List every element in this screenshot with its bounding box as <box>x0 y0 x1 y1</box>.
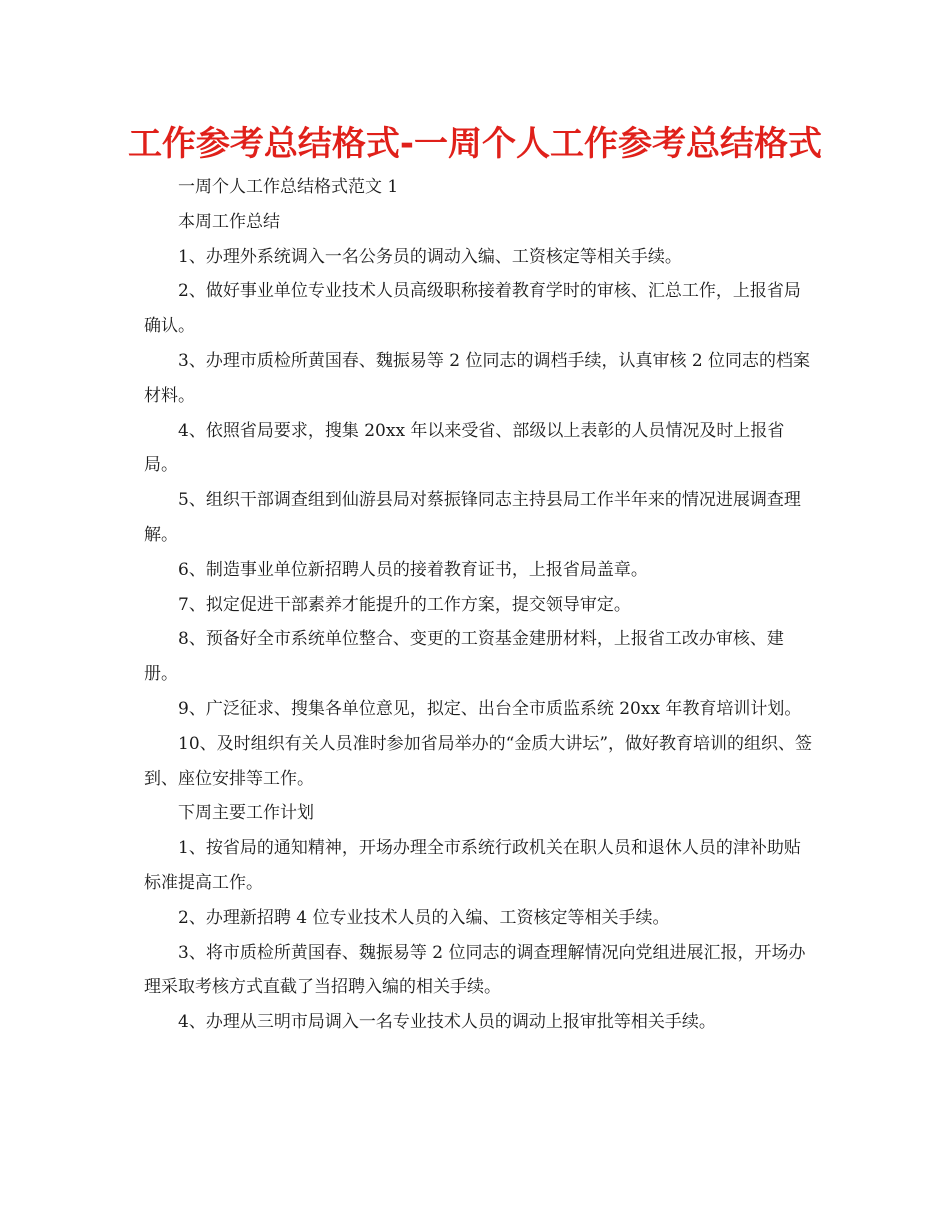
paragraph: 6、制造事业单位新招聘人员的接着教育证书，上报省局盖章。 <box>178 559 648 580</box>
paragraph: 4、办理从三明市局调入一名专业技术人员的调动上报审批等相关手续。 <box>178 1012 716 1033</box>
paragraph: 2、做好事业单位专业技术人员高级职称接着教育学时的审核、汇总工作，上报省局确认。 <box>144 281 801 337</box>
paragraph: 1、办理外系统调入一名公务员的调动入编、工资核定等相关手续。 <box>178 246 682 267</box>
paragraph: 7、拟定促进干部素养才能提升的工作方案，提交领导审定。 <box>178 594 631 615</box>
section-heading: 下周主要工作计划 <box>178 803 314 824</box>
document-body <box>144 170 816 1040</box>
paragraph: 3、将市质检所黄国春、魏振易等 2 位同志的调查理解情况向党组进展汇报，开场办理采取考核方式直截了当招聘入编的相关手续。 <box>144 942 806 998</box>
paragraph: 2、办理新招聘 4 位专业技术人员的入编、工资核定等相关手续。 <box>178 907 670 928</box>
paragraph: 5、组织干部调查组到仙游县局对蔡振锋同志主持县局工作半年来的情况进展调查理解。 <box>144 490 801 545</box>
document-title: 工作参考总结格式-一周个人工作参考总结格式 <box>127 124 823 164</box>
paragraph: 8、预备好全市系统单位整合、变更的工资基金建册材料，上报省工改办审核、建册。 <box>144 629 784 685</box>
paragraph: 9、广泛征求、搜集各单位意见，拟定、出台全市质监系统 20xx 年教育培训计划。 <box>178 698 802 719</box>
paragraph: 4、依照省局要求，搜集 20xx 年以来受省、部级以上表彰的人员情况及时上报省局。 <box>144 420 785 476</box>
paragraph: 一周个人工作总结格式范文 1 <box>178 177 399 197</box>
paragraph: 1、按省局的通知精神，开场办理全市系统行政机关在职人员和退休人员的津补助贴标准提高工作。 <box>144 838 801 893</box>
paragraph: 3、办理市质检所黄国春、魏振易等 2 位同志的调档手续，认真审核 2 位同志的档案材料。 <box>144 350 811 406</box>
section-heading: 本周工作总结 <box>178 211 280 232</box>
paragraph: 10、及时组织有关人员准时参加省局举办的“金质大讲坛”，做好教育培训的组织、签到、座位安排等工作。 <box>144 733 813 789</box>
